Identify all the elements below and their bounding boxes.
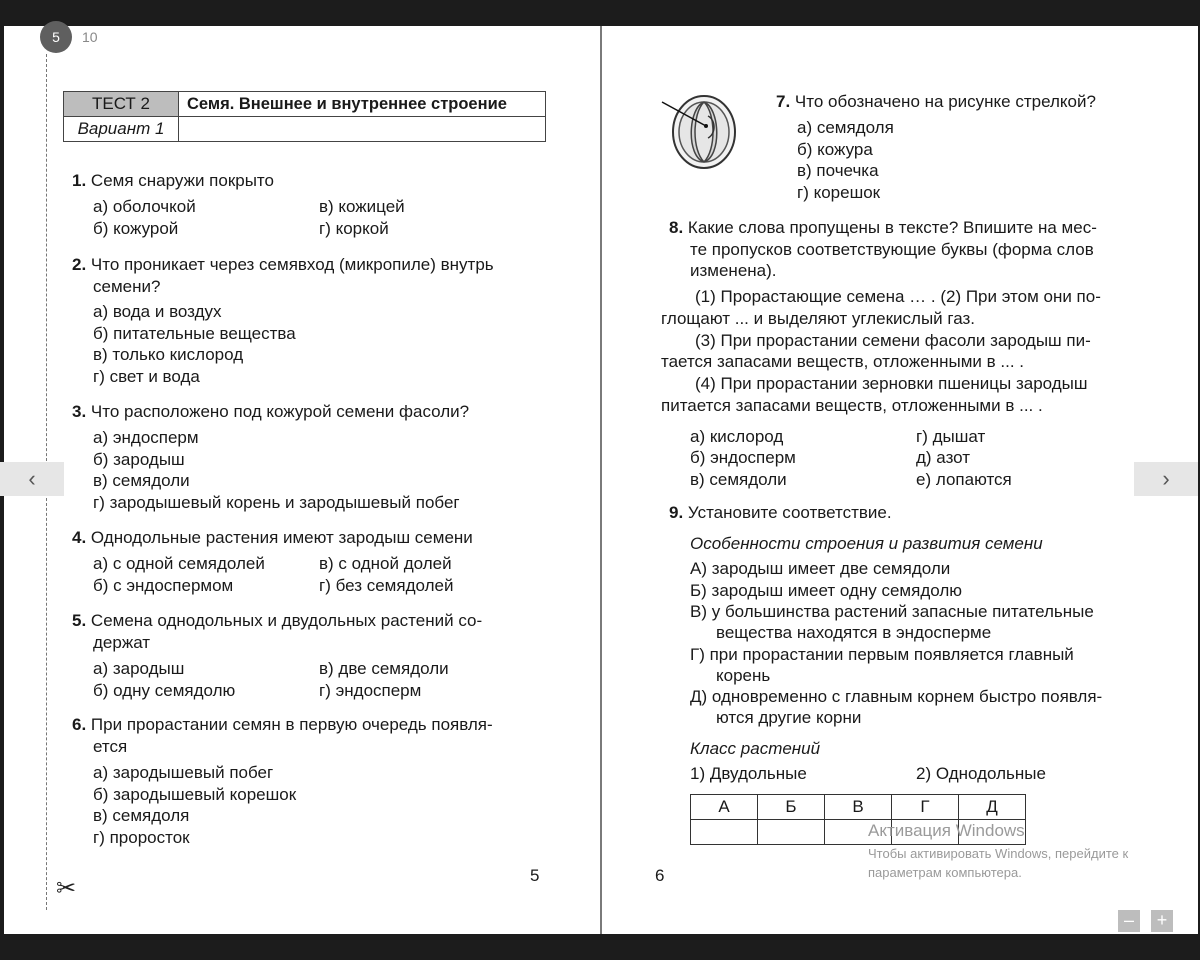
- q2-option-a: а) вода и воздух: [93, 302, 222, 321]
- q9-feature-v: В) у большинства растений запасные питательные: [690, 602, 1094, 621]
- q7-option-v: в) почечка: [797, 161, 879, 180]
- q2-option-g: г) свет и вода: [93, 367, 200, 386]
- windows-activation-text: Чтобы активировать Windows, перейдите к параметрам компьютера.: [868, 846, 1129, 880]
- q8-option-b: б) эндосперм: [690, 448, 796, 467]
- answer-cell-a: [691, 820, 758, 845]
- q5-option-v: в) две семядоли: [319, 659, 449, 678]
- q3-option-g: г) зародышевый корень и зародышевый побег: [93, 493, 460, 512]
- current-page-badge[interactable]: 5: [40, 21, 72, 53]
- q8-passage-2a: (3) При прорастании семени фасоли зародыш пи-: [695, 331, 1091, 350]
- answer-cell-b: [758, 820, 825, 845]
- question-7: 7. Что обозначено на рисунке стрелкой?: [776, 92, 1096, 111]
- question-4: 4. Однодольные растения имеют зародыш семени: [72, 528, 473, 547]
- question-1: 1. Семя снаружи покрыто: [72, 171, 274, 190]
- q5-option-a: а) зародыш: [93, 659, 185, 678]
- question-8: 8. Какие слова пропущены в тексте? Впишите на мес-: [669, 218, 1097, 237]
- answer-header-b: Б: [758, 795, 825, 820]
- q7-option-a: а) семядоля: [797, 118, 894, 137]
- windows-activation-title: Активация Windows: [868, 821, 1025, 840]
- question-6: 6. При прорастании семян в первую очередь появля-: [72, 715, 493, 734]
- q1-option-b: б) кожурой: [93, 219, 179, 238]
- zoom-in-button[interactable]: +: [1151, 910, 1173, 932]
- q6-option-b: б) зародышевый корешок: [93, 785, 297, 804]
- q9-feature-d-cont: ются другие корни: [716, 708, 862, 727]
- question-2-cont: семени?: [93, 277, 161, 296]
- q6-option-v: в) семядоля: [93, 806, 190, 825]
- q6-option-g: г) проросток: [93, 828, 190, 847]
- test-title: Семя. Внешнее и внутреннее строение: [179, 92, 546, 117]
- q8-option-e: е) лопаются: [916, 470, 1012, 489]
- test-variant: Вариант 1: [64, 117, 179, 142]
- q4-option-a: а) с одной семядолей: [93, 554, 265, 573]
- zoom-out-button[interactable]: –: [1118, 910, 1140, 932]
- question-5-cont: держат: [93, 633, 151, 652]
- next-page-button[interactable]: ›: [1134, 462, 1198, 496]
- q8-passage-3b: питается запасами веществ, отложенными в ... .: [661, 396, 1043, 415]
- q8-passage-1a: (1) Прорастающие семена … . (2) При этом они по-: [695, 287, 1101, 306]
- right-page-number: 6: [655, 866, 665, 885]
- question-6-cont: ется: [93, 737, 128, 756]
- question-8-line2: те пропусков соответствующие буквы (форма слов: [690, 240, 1094, 259]
- q8-passage-2b: тается запасами веществ, отложенными в ... .: [661, 352, 1025, 371]
- q9-class-1: 1) Двудольные: [690, 764, 807, 783]
- q9-feature-a: А) зародыш имеет две семядоли: [690, 559, 951, 578]
- q9-feature-b: Б) зародыш имеет одну семядолю: [690, 581, 962, 600]
- q7-option-g: г) корешок: [797, 183, 881, 202]
- q9-feature-g-cont: корень: [716, 666, 771, 685]
- test-header-table: [63, 91, 546, 142]
- q9-feature-v-cont: вещества находятся в эндосперме: [716, 623, 992, 642]
- q8-passage-3a: (4) При прорастании зерновки пшеницы зародыш: [695, 374, 1088, 393]
- q9-class-heading: Класс растений: [690, 739, 821, 758]
- question-9: 9. Установите соответствие.: [669, 503, 892, 522]
- q8-option-v: в) семядоли: [690, 470, 787, 489]
- q3-option-a: а) эндосперм: [93, 428, 199, 447]
- q9-class-2: 2) Однодольные: [916, 764, 1046, 783]
- total-pages: 10: [82, 29, 98, 45]
- q8-option-d: д) азот: [916, 448, 971, 467]
- q6-option-a: а) зародышевый побег: [93, 763, 274, 782]
- q1-option-a: а) оболочкой: [93, 197, 196, 216]
- question-3: 3. Что расположено под кожурой семени фасоли?: [72, 402, 470, 421]
- bean-seed-illustration: [660, 88, 744, 172]
- q1-option-v: в) кожицей: [319, 197, 405, 216]
- q4-option-g: г) без семядолей: [319, 576, 454, 595]
- q3-option-v: в) семядоли: [93, 471, 190, 490]
- q8-passage-1b: глощают ... и выделяют углекислый газ.: [661, 309, 976, 328]
- scissors-icon: ✂: [56, 875, 77, 902]
- answer-header-a: А: [691, 795, 758, 820]
- q9-feature-d: Д) одновременно с главным корнем быстро появля-: [690, 687, 1103, 706]
- q2-option-b: б) питательные вещества: [93, 324, 296, 343]
- q9-features-heading: Особенности строения и развития семени: [690, 534, 1043, 553]
- q4-option-v: в) с одной долей: [319, 554, 452, 573]
- question-2: 2. Что проникает через семявход (микропиле) внутрь: [72, 255, 494, 274]
- prev-page-button[interactable]: ‹: [0, 462, 64, 496]
- q3-option-b: б) зародыш: [93, 450, 185, 469]
- q5-option-g: г) эндосперм: [319, 681, 422, 700]
- q9-feature-g: Г) при прорастании первым появляется главный: [690, 645, 1074, 664]
- q1-option-g: г) коркой: [319, 219, 389, 238]
- page-gutter: [600, 26, 602, 934]
- q4-option-b: б) с эндоспермом: [93, 576, 234, 595]
- question-5: 5. Семена однодольных и двудольных растений со-: [72, 611, 483, 630]
- answer-header-d: Д: [959, 795, 1026, 820]
- answer-header-v: В: [825, 795, 892, 820]
- q8-option-a: а) кислород: [690, 427, 784, 446]
- q8-option-g: г) дышат: [916, 427, 986, 446]
- viewer-top-bar: [0, 0, 1200, 26]
- q5-option-b: б) одну семядолю: [93, 681, 236, 700]
- q7-option-b: б) кожура: [797, 140, 873, 159]
- question-8-line3: изменена).: [690, 261, 777, 280]
- viewer-bottom-bar: [0, 934, 1200, 960]
- q2-option-v: в) только кислород: [93, 345, 244, 364]
- left-page-number: 5: [530, 866, 540, 885]
- answer-header-g: Г: [892, 795, 959, 820]
- test-label: ТЕСТ 2: [64, 92, 179, 117]
